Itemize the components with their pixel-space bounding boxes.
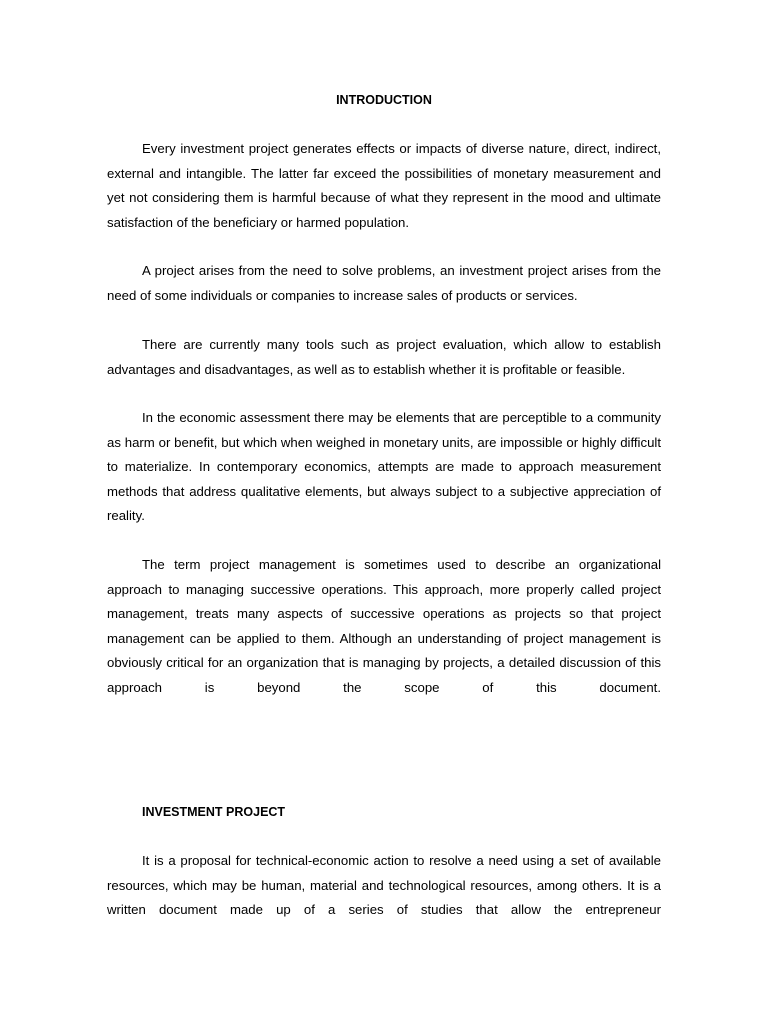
paragraph-evaluation-tools: There are currently many tools such as project evaluation, which allow to establish advantages and disadvantages, as well as to establish whether it is profitable or feasible. — [107, 337, 661, 377]
paragraph-project-origin: A project arises from the need to solve problems, an investment project arises from the need of some individuals or companies to increase sales of products or services. — [107, 263, 661, 303]
paragraph-investment-effects: Every investment project generates effects or impacts of diverse nature, direct, indirect, external and intangible. The latter far exceed the possibilities of monetary measurement and yet not considering them is harmful because of what they represent in the mood and ultimate satisfaction of the beneficiary or harmed population. — [107, 141, 661, 230]
investment-project-heading: INVESTMENT PROJECT — [142, 805, 286, 819]
paragraph-project-management: The term project management is sometimes used to describe an organizational approach to managing successive operations. This approach, more properly called project management, treats many aspects of successive operations as projects so that project management can be applied to them. Although an understanding of project management is obviously critical for an organization that is managing by projects, a detailed discussion of this approach is beyond the scope of this document. — [107, 557, 661, 695]
introduction-heading: INTRODUCTION — [336, 93, 432, 107]
paragraph-economic-assessment: In the economic assessment there may be elements that are perceptible to a community as harm or benefit, but which when weighed in monetary units, are impossible or highly difficult to materialize. In contemporary economics, attempts are made to approach measurement methods that address qualitative elements, but always subject to a subjective appreciation of reality. — [107, 410, 661, 523]
paragraph-investment-definition: It is a proposal for technical-economic action to resolve a need using a set of available resources, which may be human, material and technological resources, among others. It is a written document made up of a series of studies that allow the entrepreneur — [107, 853, 661, 917]
